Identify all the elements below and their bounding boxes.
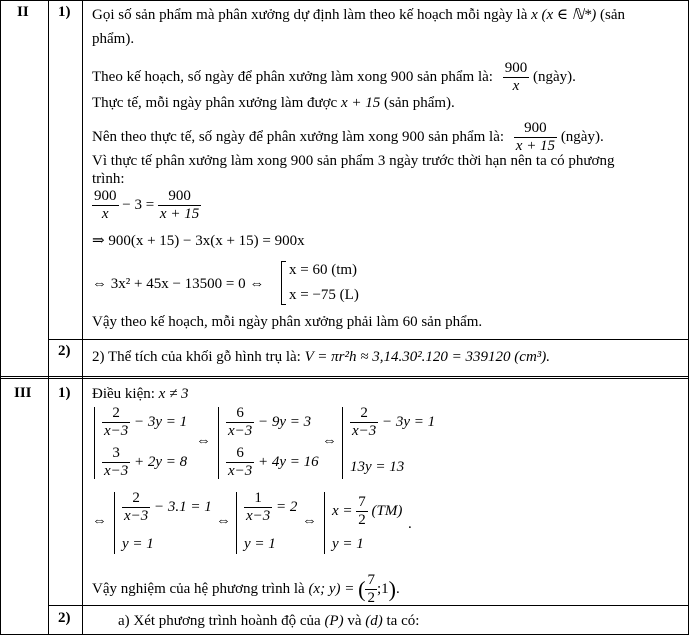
column-divider [48,0,49,635]
numerator: 3 [102,445,130,463]
denominator: x−3 [124,508,149,524]
text-line: Điều kiện: [92,386,155,402]
text-line: và [347,613,362,629]
condition [92,385,189,403]
fraction [503,60,530,95]
part-number: 1) [58,385,71,401]
conclusion-text [92,572,400,607]
math-expression: = 2 [276,498,298,515]
math-expression: (x; y) = [308,580,355,597]
text-line: phẩm). [92,31,135,47]
text-line: a) Xét phương trình hoành độ của [118,613,321,629]
problem-text [92,120,604,155]
math-expression: y = 1 [122,536,154,552]
math-expression: (TM) [371,502,403,519]
table-border-left [0,0,1,635]
math-expression: x (x ∈ ℕ*) [531,7,597,23]
math-expression: ;1 [376,580,389,597]
text-line: Nên theo thực tế, số ngày để phân xưởng làm xong 900 sản phẩm là: [92,128,505,145]
math-expression: x + 15 [340,95,381,111]
paren-close: ) [388,576,396,602]
math-expression: + 4y = 16 [258,453,319,470]
numerator: 1 [244,490,272,508]
math-expression: V = πr²h ≈ 3,14.30².120 = 339120 (cm³). [304,349,551,365]
denominator: x−3 [246,508,271,524]
numerator: 900 [158,188,201,206]
math-expression: − 9y = 3 [258,413,312,430]
text-line: Thực tế, mỗi ngày phân xưởng làm được [92,95,338,111]
math-expression: − 3y = 1 [134,413,188,430]
denominator: x [101,206,109,222]
bracket [281,261,286,305]
conclusion-text: Vậy theo kế hoạch, mỗi ngày phân xưởng phải làm 60 sản phẩm. [92,314,483,330]
column-divider [82,0,83,635]
fraction [92,188,119,223]
fraction [365,572,377,607]
text-line: (sản [600,7,626,23]
denominator: x + 15 [515,138,556,154]
section-divider [0,376,689,379]
problem-text [92,60,576,95]
math-expression: − 3.1 = 1 [154,498,212,515]
math-expression: + 2y = 8 [134,453,188,470]
case-line: x = −75 (L) [289,287,359,303]
numerator: 2 [102,405,130,423]
problem-text [92,6,625,24]
fraction [514,120,557,155]
equivalence-symbol: ⇔ [196,433,211,449]
denominator: 2 [358,512,366,528]
equivalence-symbol: ⇔ [216,513,231,529]
math-expression: y = 1 [244,536,276,552]
denominator: x [512,78,520,94]
numerator: 6 [226,405,254,423]
math-expression: (P) [324,613,344,629]
row-divider [48,339,689,340]
denominator: x + 15 [159,206,200,222]
paren-open: ( [358,576,366,602]
math-expression: 13y = 13 [350,459,405,475]
problem-text [118,612,419,630]
equation: ⇒ 900(x + 15) − 3x(x + 15) = 900x [92,233,305,249]
fraction [158,188,201,223]
math-expression: x ≠ 3 [158,386,189,402]
part-number: 2) [58,610,71,626]
numerator: 900 [94,188,117,204]
part-number: 1) [58,4,71,20]
text-line: (ngày). [532,68,576,85]
numerator: 7 [358,494,366,510]
text-line: 2) Thể tích của khối gỗ hình trụ là: [92,349,301,365]
table-border-top [0,0,689,1]
equation: ⇔ 3x² + 45x − 13500 = 0 ⇔ [92,276,265,292]
denominator: x−3 [104,423,129,439]
numerator: 7 [367,572,375,588]
denominator: x−3 [104,463,129,479]
part-number: 2) [58,343,71,359]
text-line: (sản phẩm). [383,95,455,111]
section-label: II [17,4,29,20]
problem-text [92,348,550,366]
numerator: 900 [514,120,557,138]
problem-text [92,94,455,112]
denominator: x−3 [228,463,253,479]
equivalence-symbol: ⇔ [92,513,107,529]
text-line: Gọi số sản phẩm mà phân xưởng dự định làm theo kế hoạch mỗi ngày là [92,7,528,23]
numerator: 2 [122,490,150,508]
period: . [408,516,412,532]
numerator: 6 [226,445,254,463]
denominator: x−3 [352,423,377,439]
denominator: 2 [367,590,375,606]
equivalence-symbol: ⇔ [322,433,337,449]
period: . [395,580,400,597]
text-line: Theo kế hoạch, số ngày để phân xưởng làm xong 900 sản phẩm là: [92,68,493,85]
text-line: Vậy nghiệm của hệ phương trình là [92,580,305,597]
text-line: ta có: [386,613,420,629]
numerator: 2 [350,405,378,423]
math-expression: (d) [365,613,383,629]
math-expression: y = 1 [332,536,364,552]
case-line: x = 60 (tm) [289,262,358,278]
text-line: trình: [92,171,125,187]
math-expression: − 3 = [122,196,155,213]
section-label: III [14,385,32,401]
numerator: 900 [504,60,528,76]
text-line: Vì thực tế phân xưởng làm xong 900 sản phẩm 3 ngày trước thời hạn nên ta có phương [92,153,615,169]
denominator: x−3 [228,423,253,439]
math-expression: − 3y = 1 [382,413,436,430]
equivalence-symbol: ⇔ [302,513,317,529]
math-expression: x = [332,502,353,519]
equation [92,188,201,223]
text-line: (ngày). [560,128,604,145]
